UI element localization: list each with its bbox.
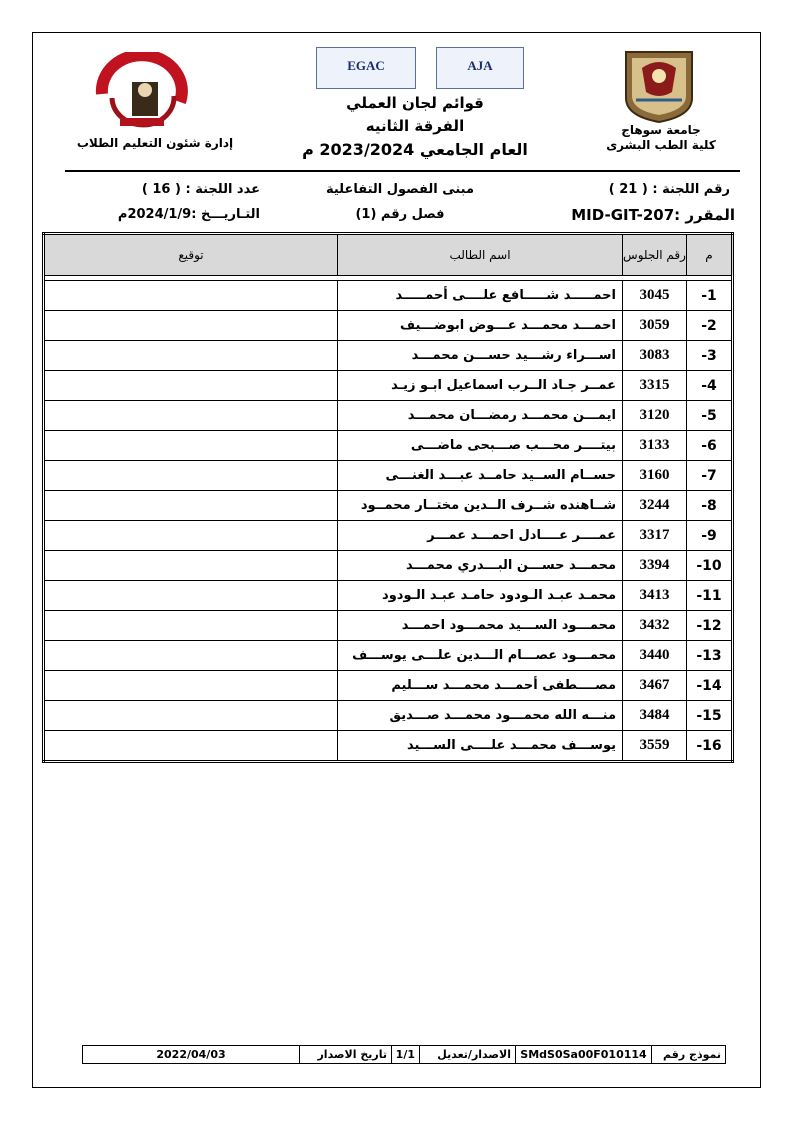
header-m: م — [687, 234, 733, 276]
seat-number: 3045 — [623, 281, 687, 311]
student-name: يوســـف محمـــد علــــى الســـيد — [338, 731, 623, 762]
table-row — [44, 281, 733, 311]
seat-number: 3484 — [623, 701, 687, 731]
signature-cell — [44, 551, 338, 581]
model-value: SMdS0Sa00F010114 — [516, 1046, 652, 1064]
row-number: -8 — [687, 491, 733, 521]
seat-number: 3467 — [623, 671, 687, 701]
table-row — [44, 611, 733, 641]
signature-cell — [44, 431, 338, 461]
header-name: اسم الطالب — [338, 234, 623, 276]
students-table — [42, 232, 734, 763]
signature-cell — [44, 671, 338, 701]
table-row — [44, 551, 733, 581]
seat-number: 3059 — [623, 311, 687, 341]
seat-number: 3083 — [623, 341, 687, 371]
student-name: ايمـــن محمـــد رمضـــان محمـــد — [338, 401, 623, 431]
seat-number: 3315 — [623, 371, 687, 401]
student-name: اســـراء رشـــيد حســـن محمـــد — [338, 341, 623, 371]
row-number: -9 — [687, 521, 733, 551]
row-number: -16 — [687, 731, 733, 762]
row-number: -3 — [687, 341, 733, 371]
aja-logo-text: AJA — [467, 58, 493, 73]
building-name: مبنى الفصول التفاعلية — [325, 182, 475, 197]
faculty-name: كلية الطب البشرى — [606, 138, 716, 152]
table-row — [44, 731, 733, 762]
table-row — [44, 341, 733, 371]
student-name: بيتــــر محـــب صـــبحى ماضـــى — [338, 431, 623, 461]
header-divider — [65, 170, 740, 172]
row-number: -6 — [687, 431, 733, 461]
header-signature: توقيع — [44, 234, 338, 276]
row-number: -1 — [687, 281, 733, 311]
student-name: مصــــطفى أحمـــد محمـــد ســـليم — [338, 671, 623, 701]
signature-cell — [44, 491, 338, 521]
doc-level: الفرقة الثانيه — [365, 117, 465, 135]
table-row — [44, 431, 733, 461]
row-number: -7 — [687, 461, 733, 491]
student-name: شــاهنده شــرف الــدين مختــار محمــود — [338, 491, 623, 521]
table-header-row — [44, 234, 733, 276]
seat-number: 3432 — [623, 611, 687, 641]
seat-number: 3440 — [623, 641, 687, 671]
issue-value: 2022/04/03 — [83, 1046, 300, 1064]
seat-number: 3133 — [623, 431, 687, 461]
student-name: عمــر جـاد الــرب اسماعيل ابـو زيـد — [338, 371, 623, 401]
table-row — [44, 581, 733, 611]
department-name: إدارة شئون التعليم الطلاب — [76, 136, 234, 150]
table-row — [44, 701, 733, 731]
signature-cell — [44, 581, 338, 611]
row-number: -2 — [687, 311, 733, 341]
course-code: المقرر :MID-GIT-207 — [571, 206, 735, 224]
table-row — [44, 641, 733, 671]
seat-number: 3160 — [623, 461, 687, 491]
student-name: منـــه الله محمـــود محمـــد صـــديق — [338, 701, 623, 731]
row-number: -15 — [687, 701, 733, 731]
signature-cell — [44, 341, 338, 371]
student-name: احمـــــد شـــــافع علــــى أحمـــــد — [338, 281, 623, 311]
signature-cell — [44, 371, 338, 401]
signature-cell — [44, 281, 338, 311]
form-footer — [82, 1045, 726, 1064]
header-seat: رقم الجلوس — [623, 234, 687, 276]
student-name: محمـــود عصـــام الـــدين علـــى يوســـف — [338, 641, 623, 671]
seat-number: 3559 — [623, 731, 687, 762]
version-label: الاصدار/تعديل — [420, 1046, 516, 1064]
signature-cell — [44, 521, 338, 551]
version-value: 1/1 — [392, 1046, 420, 1064]
signature-cell — [44, 731, 338, 762]
student-name: محمـــود الســـيد محمـــود احمـــد — [338, 611, 623, 641]
exam-date: التـاريـــخ :2024/1/9م — [117, 207, 260, 222]
table-row — [44, 371, 733, 401]
row-number: -10 — [687, 551, 733, 581]
row-number: -12 — [687, 611, 733, 641]
signature-cell — [44, 701, 338, 731]
university-crest-logo — [620, 48, 698, 123]
table-row — [44, 401, 733, 431]
university-name: جامعة سوهاج — [621, 123, 701, 137]
row-number: -13 — [687, 641, 733, 671]
signature-cell — [44, 311, 338, 341]
issue-label: تاريخ الاصدار — [300, 1046, 392, 1064]
table-row — [44, 491, 733, 521]
class-number: فصل رقم (1) — [355, 207, 445, 222]
table-row — [44, 521, 733, 551]
signature-cell — [44, 641, 338, 671]
row-number: -14 — [687, 671, 733, 701]
seat-number: 3120 — [623, 401, 687, 431]
row-number: -5 — [687, 401, 733, 431]
table-row — [44, 311, 733, 341]
model-label: نموذج رقم — [652, 1046, 726, 1064]
seat-number: 3394 — [623, 551, 687, 581]
seat-number: 3413 — [623, 581, 687, 611]
student-name: محمـد عبـد الـودود حامـد عبـد الـودود — [338, 581, 623, 611]
student-name: عمــــر عــــادل احمـــد عمـــر — [338, 521, 623, 551]
table-row — [44, 671, 733, 701]
seat-number: 3244 — [623, 491, 687, 521]
academic-year: العام الجامعي 2023/2024 م — [302, 140, 528, 159]
student-name: حســام الســيد حامــد عبـــد الغنـــى — [338, 461, 623, 491]
doc-title: قوائم لجان العملي — [346, 94, 484, 112]
table-row — [44, 461, 733, 491]
certification-logos — [316, 47, 524, 89]
sohag-university-logo — [82, 52, 200, 136]
row-number: -11 — [687, 581, 733, 611]
seat-number: 3317 — [623, 521, 687, 551]
signature-cell — [44, 461, 338, 491]
student-name: احمـــد محمـــد عـــوض ابوضـــيف — [338, 311, 623, 341]
committee-number: رقم اللجنة : ( 21 ) — [608, 182, 730, 197]
committee-count: عدد اللجنة : ( 16 ) — [141, 182, 260, 197]
signature-cell — [44, 611, 338, 641]
egac-logo-text: EGAC — [347, 58, 385, 73]
student-name: محمـــد حســـن البـــدري محمـــد — [338, 551, 623, 581]
signature-cell — [44, 401, 338, 431]
row-number: -4 — [687, 371, 733, 401]
